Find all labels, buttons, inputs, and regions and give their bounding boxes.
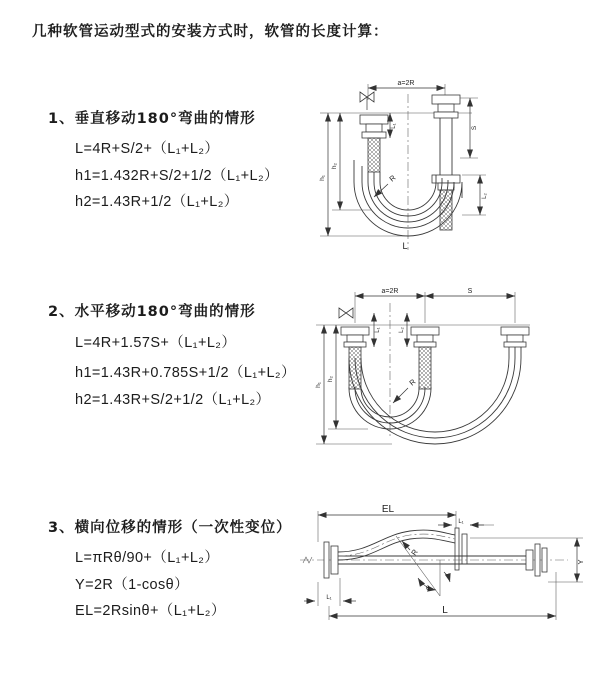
page-title: 几种软管运动型式的安装方式时，软管的长度计算：: [32, 24, 389, 40]
dim-el-label: EL: [381, 504, 395, 515]
section3-formula-Y: Y=2R（1-cosθ）: [75, 577, 189, 593]
diagram-lateral-displacement: [298, 498, 600, 638]
section3-heading: 3、横向位移的情形（一次性变位）: [48, 520, 292, 536]
left-flange: [324, 542, 338, 578]
middle-fitting: [411, 327, 439, 347]
centerline-break-mark: [303, 557, 312, 563]
dim-h2-label: h₂: [331, 162, 338, 170]
section2-heading: 2、水平移动180°弯曲的情形: [48, 304, 256, 320]
section2-formula-h2: h2=1.43R+S/2+1/2（L₁+L₂）: [75, 392, 271, 408]
length-l-label: L: [402, 241, 408, 251]
dim-l1-label: L₁: [375, 327, 381, 333]
angle-construction: [396, 536, 450, 596]
u-bend-hose-position2: [349, 347, 521, 444]
diagram-horizontal-180-bend: [308, 283, 600, 468]
angle-theta-label: θ: [426, 585, 430, 592]
section1-formula-h1: h1=1.432R+S/2+1/2（L₁+L₂）: [75, 168, 279, 184]
section1-formula-h2: h2=1.43R+1/2（L₁+L₂）: [75, 194, 239, 210]
section2-formula-L: L=4R+1.57S+（L₁+L₂）: [75, 335, 237, 351]
left-fitting: [341, 327, 369, 347]
section3-formula-EL: EL=2Rsinθ+（L₁+L₂）: [75, 603, 226, 619]
dim-l1-top-label: L₁: [458, 519, 464, 525]
right-fitting: [501, 327, 529, 347]
dim-s-label: S: [471, 125, 478, 131]
radius-r-label: R: [407, 377, 418, 388]
dim-a2r-label: a=2R: [381, 288, 399, 295]
right-flange: [526, 544, 547, 576]
dim-l-label: L: [442, 605, 448, 616]
radius-r-label: R: [409, 547, 420, 558]
section1-heading: 1、垂直移动180°弯曲的情形: [48, 111, 256, 127]
dim-h1-label: h₁: [319, 175, 326, 181]
dim-s-label: S: [467, 288, 473, 295]
section1-formula-L: L=4R+S/2+（L₁+L₂）: [75, 141, 220, 157]
valve-icon: [339, 308, 353, 318]
dim-h2-label: h₂: [327, 375, 334, 383]
dim-l1-bottom-label: L₁: [326, 595, 332, 601]
left-braid-hose: [368, 138, 380, 172]
section2-formula-h1: h1=1.43R+0.785S+1/2（L₁+L₂）: [75, 365, 296, 381]
dim-l1-label: L₁: [391, 123, 397, 129]
right-fitting-upper: [432, 95, 460, 118]
dim-h1-label: h₁: [315, 382, 322, 388]
section3-formula-L: L=πRθ/90+（L₁+L₂）: [75, 550, 220, 566]
radius-r-label: R: [387, 173, 398, 184]
dim-l2-label: L₂: [399, 327, 405, 333]
dim-a2r-label: a=2R: [397, 80, 415, 87]
dim-l2-label: L₂: [482, 193, 488, 199]
diagram-vertical-180-bend: [310, 70, 505, 265]
dim-y-label: Y: [576, 559, 585, 565]
left-fitting: [360, 115, 388, 138]
middle-braid-hose: [419, 347, 431, 389]
s-curve-hose: [338, 530, 455, 560]
